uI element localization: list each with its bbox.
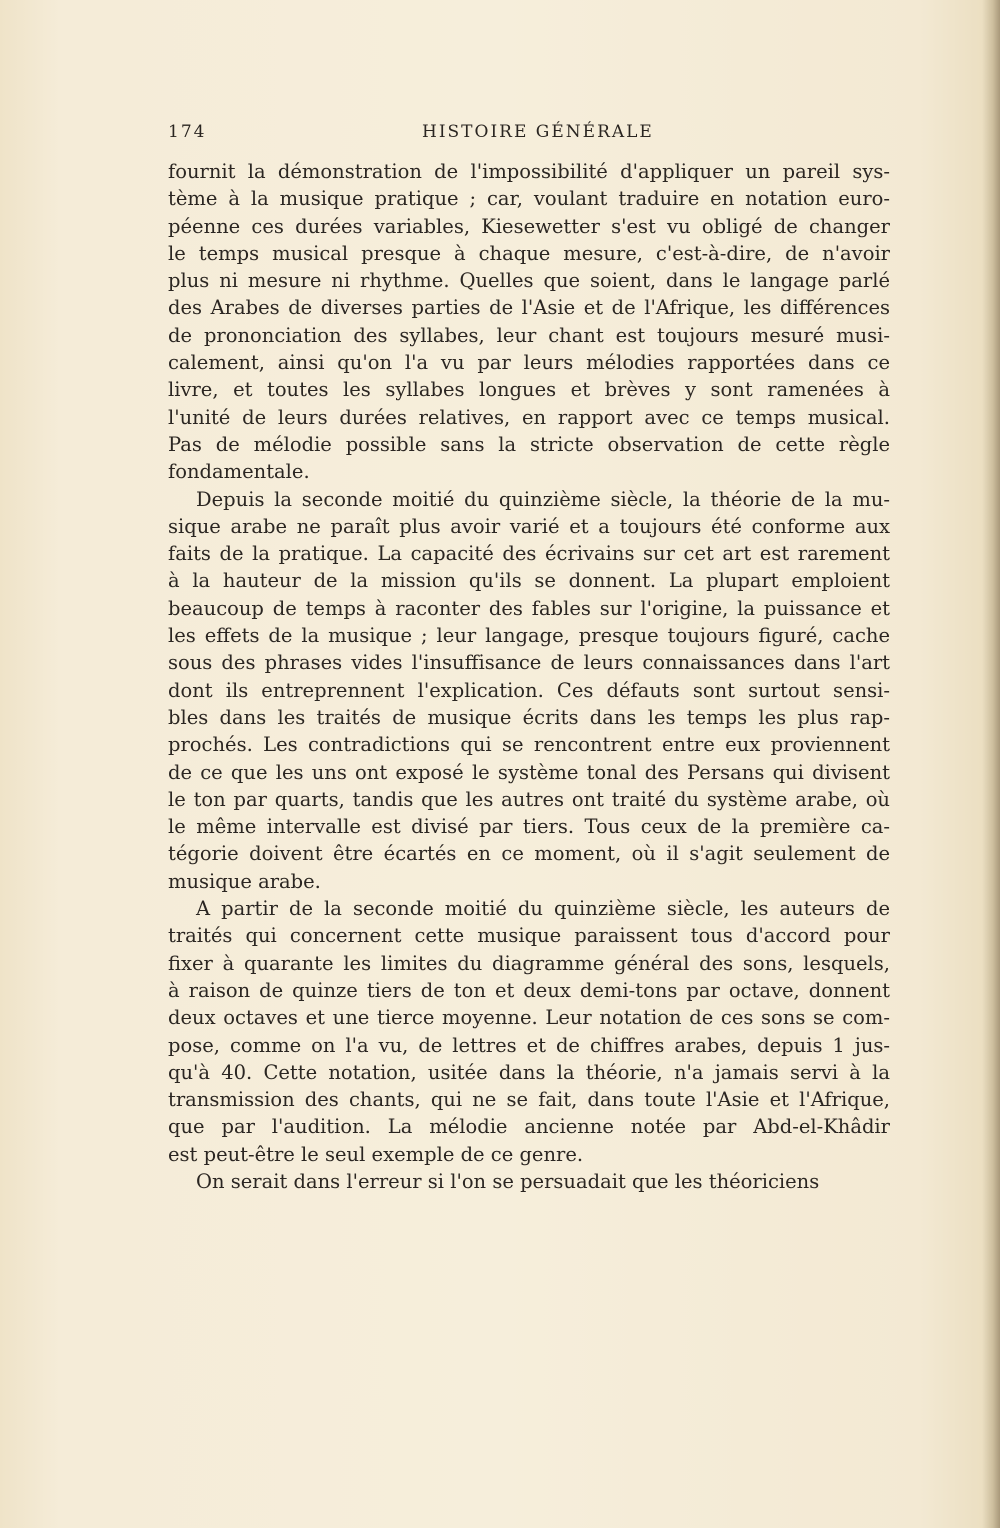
text-line: plus ni mesure ni rhythme. Quelles que soient, dans le langage parlé	[168, 269, 890, 293]
text-line: de ce que les uns ont exposé le système tonal des Persans qui divisent	[168, 760, 890, 784]
text-line: traités qui concernent cette musique paraissent tous d'accord pour	[168, 924, 890, 948]
page-gutter-shadow	[982, 0, 1000, 1528]
text-line: prochés. Les contradictions qui se rencontrent entre eux proviennent	[168, 733, 890, 757]
text-line: calement, ainsi qu'on l'a vu par leurs mélodies rapportées dans ce	[168, 351, 890, 375]
text-line: sique arabe ne paraît plus avoir varié et a toujours été conforme aux	[168, 514, 890, 538]
text-line: qu'à 40. Cette notation, usitée dans la théorie, n'a jamais servi à la	[168, 1060, 890, 1084]
text-line: On serait dans l'erreur si l'on se persuadait que les théoriciens	[196, 1169, 820, 1193]
text-line: A partir de la seconde moitié du quinzième siècle, les auteurs de	[196, 897, 890, 921]
text-line: dont ils entreprennent l'explication. Ces défauts sont surtout sensi-	[168, 678, 890, 702]
text-line: bles dans les traités de musique écrits dans les temps les plus rap-	[168, 705, 890, 729]
text-line: livre, et toutes les syllabes longues et brèves y sont ramenées à	[168, 378, 890, 402]
running-head	[168, 122, 890, 148]
text-line: tème à la musique pratique ; car, voulant traduire en notation euro-	[168, 187, 890, 211]
text-line: fondamentale.	[168, 460, 310, 484]
text-line: musique arabe.	[168, 869, 321, 893]
text-line: le temps musical presque à chaque mesure, c'est-à-dire, de n'avoir	[168, 241, 890, 265]
text-line: beaucoup de temps à raconter des fables sur l'origine, la puissance et	[168, 596, 890, 620]
text-line: faits de la pratique. La capacité des écrivains sur cet art est rarement	[168, 542, 890, 566]
text-line: à raison de quinze tiers de ton et deux demi-tons par octave, donnent	[168, 978, 890, 1002]
page-number: 174	[168, 122, 207, 142]
text-line: des Arabes de diverses parties de l'Asie et de l'Afrique, les différences	[168, 296, 890, 320]
paragraph	[168, 895, 890, 1168]
text-line: Pas de mélodie possible sans la stricte observation de cette règle	[168, 432, 890, 456]
text-line: deux octaves et une tierce moyenne. Leur notation de ces sons se com-	[168, 1006, 890, 1030]
text-line: le même intervalle est divisé par tiers. Tous ceux de la première ca-	[168, 815, 890, 839]
text-line: est peut-être le seul exemple de ce genre.	[168, 1142, 584, 1166]
text-line: fournit la démonstration de l'impossibilité d'appliquer un pareil sys-	[168, 160, 890, 183]
running-title: HISTOIRE GÉNÉRALE	[422, 122, 654, 142]
text-line: à la hauteur de la mission qu'ils se donnent. La plupart emploient	[168, 569, 890, 593]
text-line: pose, comme on l'a vu, de lettres et de chiffres arabes, depuis 1 jus-	[168, 1033, 890, 1057]
text-line: l'unité de leurs durées relatives, en rapport avec ce temps musical.	[168, 405, 890, 429]
text-line: sous des phrases vides l'insuffisance de leurs connaissances dans l'art	[168, 651, 890, 675]
text-line: que par l'audition. La mélodie ancienne notée par Abd-el-Khâdir	[168, 1115, 890, 1139]
text-line: tégorie doivent être écartés en ce moment, où il s'agit seulement de	[168, 842, 890, 866]
paragraph	[168, 486, 890, 895]
body-text	[168, 158, 890, 1195]
text-line: les effets de la musique ; leur langage, presque toujours figuré, cache	[168, 624, 890, 648]
paragraph	[168, 158, 890, 486]
text-line: péenne ces durées variables, Kiesewetter s'est vu obligé de changer	[168, 214, 890, 238]
paragraph	[168, 1168, 890, 1195]
text-line: de prononciation des syllabes, leur chant est toujours mesuré musi-	[168, 323, 890, 347]
text-line: fixer à quarante les limites du diagramme général des sons, lesquels,	[168, 951, 890, 975]
text-line: Depuis la seconde moitié du quinzième siècle, la théorie de la mu-	[196, 487, 890, 511]
text-line: transmission des chants, qui ne se fait, dans toute l'Asie et l'Afrique,	[168, 1088, 890, 1112]
text-line: le ton par quarts, tandis que les autres ont traité du système arabe, où	[168, 787, 890, 811]
